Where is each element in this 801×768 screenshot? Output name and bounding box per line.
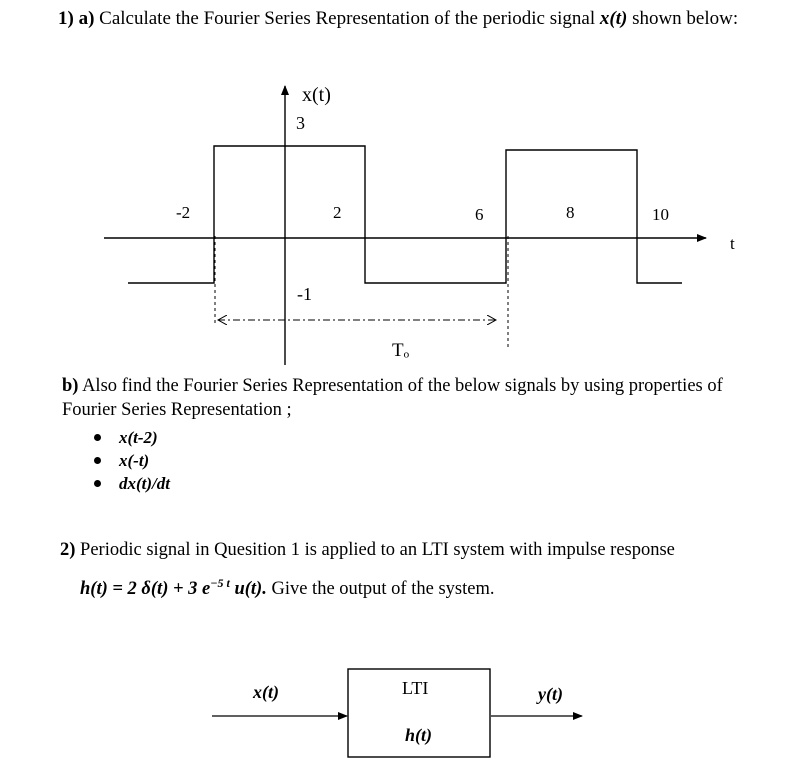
question-1a-tail: shown below:	[632, 8, 739, 29]
x-tick-minus-2: -2	[176, 203, 191, 222]
x-tick-8: 8	[566, 203, 575, 222]
list-item	[90, 449, 170, 472]
lti-block-diagram	[0, 640, 801, 768]
bullet-text: x(-t)	[119, 450, 150, 470]
bullet-dot	[94, 434, 101, 441]
signal-graph	[0, 0, 801, 370]
question-1a-number: 1) a)	[58, 8, 95, 29]
bullet-text: dx(t)/dt	[119, 473, 170, 493]
question-1b-line-1	[62, 376, 723, 397]
x-tick-10: 10	[652, 205, 669, 224]
square-waveform	[128, 146, 682, 283]
list-item	[90, 426, 170, 449]
question-2-body: Periodic signal in Quesition 1 is applied to an LTI system with impulse response	[80, 540, 675, 560]
bullet-list	[90, 426, 170, 495]
question-2-text	[60, 540, 675, 561]
impulse-response-exponent: −5 t	[210, 576, 230, 590]
question-2-number: 2)	[60, 540, 76, 560]
lti-box-title: LTI	[402, 678, 429, 698]
input-label: x(t)	[253, 682, 279, 702]
x-axis-label: t	[730, 234, 735, 253]
question-1a-body: Calculate the Fourier Series Representation of the periodic signal	[99, 8, 596, 29]
y-tick-minus-1: -1	[297, 284, 312, 304]
question-1a-signal: x(t)	[599, 8, 628, 29]
question-1b-text: Also find the Fourier Series Representation of the below signals by using properties of	[82, 376, 723, 396]
output-label: y(t)	[538, 684, 563, 704]
bullet-text: x(t-2)	[119, 427, 158, 447]
bullet-dot	[94, 480, 101, 487]
x-tick-2: 2	[333, 203, 342, 222]
impulse-response-tail: Give the output of the system.	[271, 579, 495, 600]
bullet-dot	[94, 457, 101, 464]
question-1b-line-2: Fourier Series Representation ;	[62, 400, 292, 420]
impulse-response-line	[80, 576, 494, 600]
impulse-response-prefix: h(t) = 2 δ(t) + 3 e	[80, 579, 211, 600]
y-tick-3: 3	[296, 113, 305, 133]
question-1b-number: b)	[62, 376, 79, 396]
lti-box-subtitle: h(t)	[405, 725, 432, 745]
list-item	[90, 472, 170, 495]
period-label: Tₒ	[392, 340, 410, 361]
y-axis-label: x(t)	[302, 84, 331, 106]
x-tick-6: 6	[475, 205, 484, 224]
impulse-response-suffix: u(t).	[234, 579, 267, 600]
